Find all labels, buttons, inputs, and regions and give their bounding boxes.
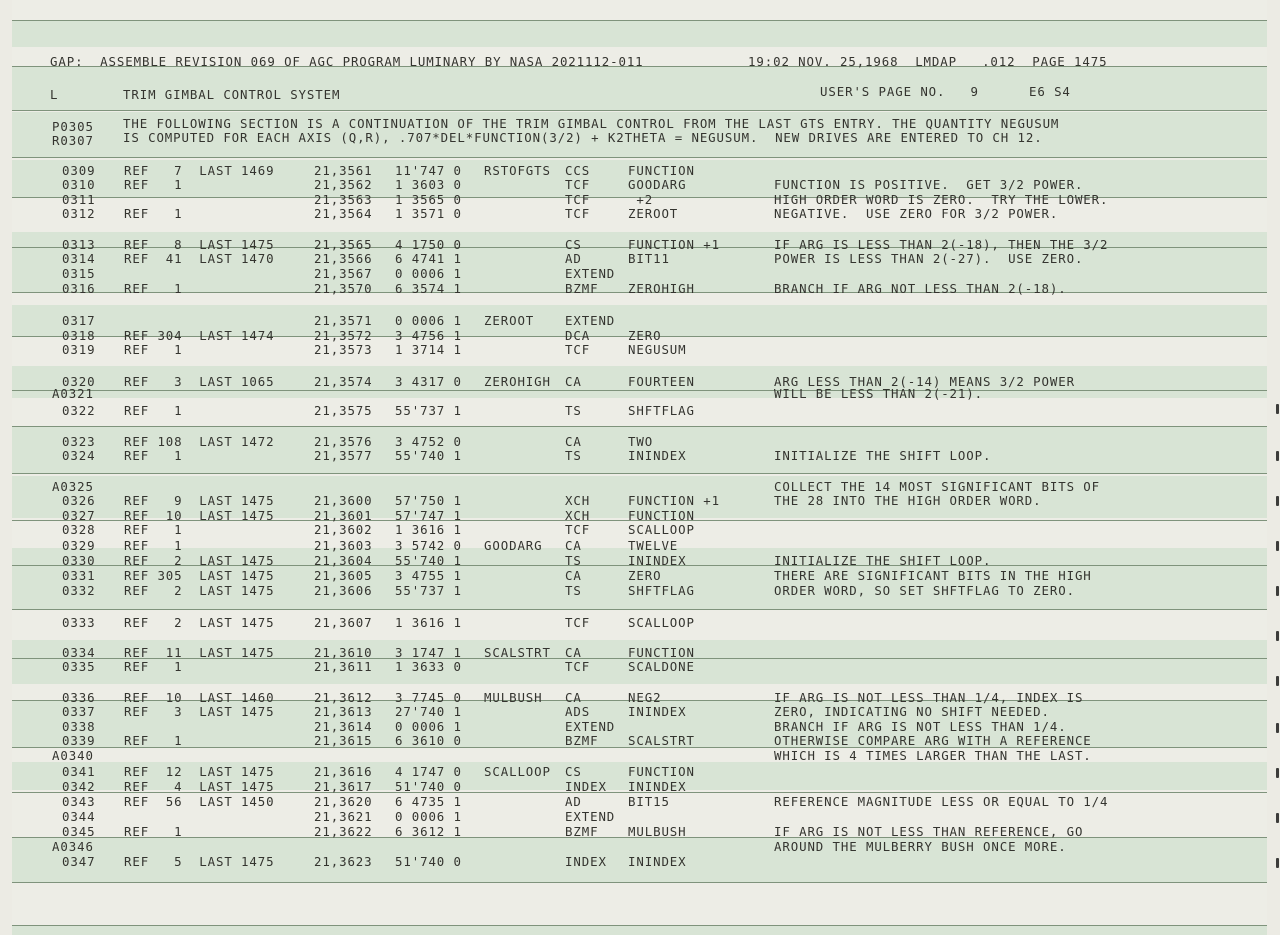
opcode: CS bbox=[565, 237, 582, 252]
cross-reference: REF 41 LAST 1470 bbox=[124, 251, 275, 266]
symbol-label: ZEROHIGH bbox=[484, 374, 551, 389]
octal-code: 55'740 1 bbox=[395, 553, 462, 568]
opcode: XCH bbox=[565, 508, 591, 523]
symbol-label: SCALLOOP bbox=[484, 764, 551, 779]
memory-address: 21,3623 bbox=[314, 854, 373, 869]
memory-address: 21,3612 bbox=[314, 690, 373, 705]
tractor-feed-hole bbox=[1276, 586, 1279, 596]
comment: ORDER WORD, SO SET SHFTFLAG TO ZERO. bbox=[774, 583, 1075, 598]
line-number: 0332 bbox=[62, 583, 96, 598]
operand: TWELVE bbox=[628, 538, 679, 553]
memory-address: 21,3617 bbox=[314, 779, 373, 794]
opcode: EXTEND bbox=[565, 809, 616, 824]
memory-address: 21,3563 bbox=[314, 192, 373, 207]
line-number: 0342 bbox=[62, 779, 96, 794]
comment: HIGH ORDER WORD IS ZERO. TRY THE LOWER. bbox=[774, 192, 1109, 207]
line-number: 0328 bbox=[62, 522, 96, 537]
comment: POWER IS LESS THAN 2(-27). USE ZERO. bbox=[774, 251, 1084, 266]
operand: NEG2 bbox=[628, 690, 662, 705]
octal-code: 4 1750 0 bbox=[395, 237, 462, 252]
line-number: 0331 bbox=[62, 568, 96, 583]
octal-code: 3 4317 0 bbox=[395, 374, 462, 389]
cross-reference: REF 1 bbox=[124, 824, 183, 839]
octal-code: 1 3571 0 bbox=[395, 206, 462, 221]
opcode: CA bbox=[565, 690, 582, 705]
memory-address: 21,3602 bbox=[314, 522, 373, 537]
line-number: 0324 bbox=[62, 448, 96, 463]
band-rule bbox=[12, 925, 1267, 926]
memory-address: 21,3614 bbox=[314, 719, 373, 734]
cross-reference: REF 4 LAST 1475 bbox=[124, 779, 275, 794]
cross-reference: REF 7 LAST 1469 bbox=[124, 163, 275, 178]
operand: FOURTEEN bbox=[628, 374, 695, 389]
octal-code: 3 4752 0 bbox=[395, 434, 462, 449]
operand: ZERO bbox=[628, 568, 662, 583]
header-left: GAP: ASSEMBLE REVISION 069 OF AGC PROGRAM LUMINARY BY NASA 2021112-011 bbox=[50, 54, 644, 69]
cross-reference: REF 1 bbox=[124, 733, 183, 748]
cross-reference: REF 1 bbox=[124, 177, 183, 192]
octal-code: 57'747 1 bbox=[395, 508, 462, 523]
operand: FUNCTION bbox=[628, 645, 695, 660]
opcode: CS bbox=[565, 764, 582, 779]
octal-code: 1 3565 0 bbox=[395, 192, 462, 207]
memory-address: 21,3613 bbox=[314, 704, 373, 719]
memory-address: 21,3561 bbox=[314, 163, 373, 178]
opcode: TS bbox=[565, 553, 582, 568]
line-number: 0309 bbox=[62, 163, 96, 178]
operand: SCALDONE bbox=[628, 659, 695, 674]
octal-code: 0 0006 1 bbox=[395, 313, 462, 328]
comment: THERE ARE SIGNIFICANT BITS IN THE HIGH bbox=[774, 568, 1092, 583]
tractor-feed-hole bbox=[1276, 496, 1279, 506]
band-rule bbox=[12, 609, 1267, 610]
cross-reference: REF 10 LAST 1475 bbox=[124, 508, 275, 523]
octal-code: 3 4755 1 bbox=[395, 568, 462, 583]
octal-code: 4 1747 0 bbox=[395, 764, 462, 779]
memory-address: 21,3604 bbox=[314, 553, 373, 568]
cross-reference: REF 1 bbox=[124, 659, 183, 674]
opcode: TCF bbox=[565, 522, 591, 537]
memory-address: 21,3562 bbox=[314, 177, 373, 192]
memory-address: 21,3605 bbox=[314, 568, 373, 583]
header-right: 19:02 NOV. 25,1968 LMDAP .012 PAGE 1475 bbox=[748, 54, 1108, 69]
line-number: 0341 bbox=[62, 764, 96, 779]
line-number: 0345 bbox=[62, 824, 96, 839]
line-number: 0337 bbox=[62, 704, 96, 719]
tractor-feed-hole bbox=[1276, 813, 1279, 823]
tractor-feed-hole bbox=[1276, 631, 1279, 641]
line-number: 0322 bbox=[62, 403, 96, 418]
band-rule bbox=[12, 882, 1267, 883]
comment: IF ARG IS NOT LESS THAN REFERENCE, GO bbox=[774, 824, 1084, 839]
comment: COLLECT THE 14 MOST SIGNIFICANT BITS OF bbox=[774, 479, 1101, 494]
band-rule bbox=[12, 110, 1267, 111]
opcode: BZMF bbox=[565, 824, 599, 839]
subheader-log-section: L bbox=[50, 87, 59, 102]
memory-address: 21,3606 bbox=[314, 583, 373, 598]
octal-code: 6 3574 1 bbox=[395, 281, 462, 296]
memory-address: 21,3570 bbox=[314, 281, 373, 296]
cross-reference: REF 2 LAST 1475 bbox=[124, 553, 275, 568]
line-number: 0329 bbox=[62, 538, 96, 553]
opcode: XCH bbox=[565, 493, 591, 508]
line-number: 0330 bbox=[62, 553, 96, 568]
octal-code: 1 3616 1 bbox=[395, 615, 462, 630]
comment: INITIALIZE THE SHIFT LOOP. bbox=[774, 448, 992, 463]
line-number: A0346 bbox=[52, 839, 94, 854]
cross-reference: REF 10 LAST 1460 bbox=[124, 690, 275, 705]
memory-address: 21,3567 bbox=[314, 266, 373, 281]
line-number: 0338 bbox=[62, 719, 96, 734]
tractor-feed-hole bbox=[1276, 404, 1279, 414]
octal-code: 51'740 0 bbox=[395, 854, 462, 869]
memory-address: 21,3621 bbox=[314, 809, 373, 824]
octal-code: 55'737 1 bbox=[395, 583, 462, 598]
line-number: 0347 bbox=[62, 854, 96, 869]
octal-code: 3 1747 1 bbox=[395, 645, 462, 660]
opcode: EXTEND bbox=[565, 266, 616, 281]
section-title: TRIM GIMBAL CONTROL SYSTEM bbox=[123, 87, 341, 102]
cross-reference: REF 2 LAST 1475 bbox=[124, 583, 275, 598]
octal-code: 6 3612 1 bbox=[395, 824, 462, 839]
operand: SHFTFLAG bbox=[628, 403, 695, 418]
tractor-feed-hole bbox=[1276, 541, 1279, 551]
memory-address: 21,3607 bbox=[314, 615, 373, 630]
opcode: EXTEND bbox=[565, 719, 616, 734]
cross-reference: REF 12 LAST 1475 bbox=[124, 764, 275, 779]
cross-reference: REF 1 bbox=[124, 538, 183, 553]
opcode: TCF bbox=[565, 177, 591, 192]
octal-code: 3 7745 0 bbox=[395, 690, 462, 705]
opcode: CA bbox=[565, 645, 582, 660]
cross-reference: REF 11 LAST 1475 bbox=[124, 645, 275, 660]
operand: BIT15 bbox=[628, 794, 670, 809]
line-number: 0333 bbox=[62, 615, 96, 630]
symbol-label: RSTOFGTS bbox=[484, 163, 551, 178]
octal-code: 0 0006 1 bbox=[395, 266, 462, 281]
octal-code: 0 0006 1 bbox=[395, 719, 462, 734]
comment: BRANCH IF ARG IS NOT LESS THAN 1/4. bbox=[774, 719, 1067, 734]
octal-code: 3 5742 0 bbox=[395, 538, 462, 553]
operand: +2 bbox=[628, 192, 654, 207]
opcode: CA bbox=[565, 538, 582, 553]
green-bar-band bbox=[12, 20, 1267, 47]
band-rule bbox=[12, 390, 1267, 391]
line-number: 0317 bbox=[62, 313, 96, 328]
cross-reference: REF 1 bbox=[124, 448, 183, 463]
memory-address: 21,3572 bbox=[314, 328, 373, 343]
green-bar-band bbox=[12, 925, 1267, 935]
line-number: 0318 bbox=[62, 328, 96, 343]
octal-code: 1 3633 0 bbox=[395, 659, 462, 674]
line-number: 0344 bbox=[62, 809, 96, 824]
cross-reference: REF 2 LAST 1475 bbox=[124, 615, 275, 630]
octal-code: 27'740 1 bbox=[395, 704, 462, 719]
band-rule bbox=[12, 426, 1267, 427]
operand: FUNCTION bbox=[628, 764, 695, 779]
opcode: ADS bbox=[565, 704, 591, 719]
symbol-label: GOODARG bbox=[484, 538, 543, 553]
octal-code: 55'737 1 bbox=[395, 403, 462, 418]
opcode: TS bbox=[565, 448, 582, 463]
white-bar-band bbox=[12, 882, 1267, 925]
operand: SCALSTRT bbox=[628, 733, 695, 748]
opcode: TCF bbox=[565, 206, 591, 221]
cross-reference: REF 3 LAST 1475 bbox=[124, 704, 275, 719]
opcode: BZMF bbox=[565, 281, 599, 296]
memory-address: 21,3611 bbox=[314, 659, 373, 674]
operand: FUNCTION bbox=[628, 163, 695, 178]
operand: NEGUSUM bbox=[628, 342, 687, 357]
operand: FUNCTION +1 bbox=[628, 237, 720, 252]
comment: NEGATIVE. USE ZERO FOR 3/2 POWER. bbox=[774, 206, 1059, 221]
cross-reference: REF 5 LAST 1475 bbox=[124, 854, 275, 869]
white-bar-band bbox=[12, 0, 1267, 20]
comment: IF ARG IS NOT LESS THAN 1/4, INDEX IS bbox=[774, 690, 1084, 705]
operand: SHFTFLAG bbox=[628, 583, 695, 598]
memory-address: 21,3601 bbox=[314, 508, 373, 523]
comment: WILL BE LESS THAN 2(-21). bbox=[774, 386, 983, 401]
octal-code: 11'747 0 bbox=[395, 163, 462, 178]
line-number: 0310 bbox=[62, 177, 96, 192]
cross-reference: REF 56 LAST 1450 bbox=[124, 794, 275, 809]
tractor-feed-hole bbox=[1276, 676, 1279, 686]
memory-address: 21,3622 bbox=[314, 824, 373, 839]
tractor-feed-hole bbox=[1276, 858, 1279, 868]
octal-code: 51'740 0 bbox=[395, 779, 462, 794]
cross-reference: REF 1 bbox=[124, 403, 183, 418]
memory-address: 21,3573 bbox=[314, 342, 373, 357]
line-number: A0321 bbox=[52, 386, 94, 401]
opcode: INDEX bbox=[565, 854, 607, 869]
octal-code: 6 4741 1 bbox=[395, 251, 462, 266]
line-number: 0336 bbox=[62, 690, 96, 705]
comment: WHICH IS 4 TIMES LARGER THAN THE LAST. bbox=[774, 748, 1092, 763]
operand: ININDEX bbox=[628, 779, 687, 794]
operand: FUNCTION bbox=[628, 508, 695, 523]
users-page-number: USER'S PAGE NO. 9 E6 S4 bbox=[820, 84, 1071, 99]
octal-code: 3 4756 1 bbox=[395, 328, 462, 343]
opcode: EXTEND bbox=[565, 313, 616, 328]
octal-code: 1 3616 1 bbox=[395, 522, 462, 537]
line-number: 0319 bbox=[62, 342, 96, 357]
cross-reference: REF 1 bbox=[124, 281, 183, 296]
symbol-label: ZEROOT bbox=[484, 313, 535, 328]
memory-address: 21,3566 bbox=[314, 251, 373, 266]
tractor-feed-hole bbox=[1276, 768, 1279, 778]
operand: ININDEX bbox=[628, 448, 687, 463]
opcode: TS bbox=[565, 583, 582, 598]
intro-line-text: IS COMPUTED FOR EACH AXIS (Q,R), .707*DEL*FUNCTION(3/2) + K2THETA = NEGUSUM. NEW DRIVES ARE ENTERED TO CH 12. bbox=[123, 130, 1043, 145]
octal-code: 57'750 1 bbox=[395, 493, 462, 508]
octal-code: 6 4735 1 bbox=[395, 794, 462, 809]
cross-reference: REF 8 LAST 1475 bbox=[124, 237, 275, 252]
line-number: 0316 bbox=[62, 281, 96, 296]
operand: FUNCTION +1 bbox=[628, 493, 720, 508]
tractor-feed-hole bbox=[1276, 451, 1279, 461]
cross-reference: REF 305 LAST 1475 bbox=[124, 568, 275, 583]
opcode: CA bbox=[565, 374, 582, 389]
comment: ZERO, INDICATING NO SHIFT NEEDED. bbox=[774, 704, 1050, 719]
octal-code: 1 3603 0 bbox=[395, 177, 462, 192]
memory-address: 21,3620 bbox=[314, 794, 373, 809]
intro-line-id: P0305 bbox=[52, 119, 94, 134]
opcode: AD bbox=[565, 251, 582, 266]
comment: REFERENCE MAGNITUDE LESS OR EQUAL TO 1/4 bbox=[774, 794, 1109, 809]
band-rule bbox=[12, 157, 1267, 158]
symbol-label: MULBUSH bbox=[484, 690, 543, 705]
line-number: 0320 bbox=[62, 374, 96, 389]
octal-code: 1 3714 1 bbox=[395, 342, 462, 357]
memory-address: 21,3600 bbox=[314, 493, 373, 508]
opcode: TCF bbox=[565, 192, 591, 207]
operand: ZERO bbox=[628, 328, 662, 343]
opcode: AD bbox=[565, 794, 582, 809]
opcode: CCS bbox=[565, 163, 591, 178]
line-number: 0334 bbox=[62, 645, 96, 660]
memory-address: 21,3577 bbox=[314, 448, 373, 463]
line-number: 0339 bbox=[62, 733, 96, 748]
cross-reference: REF 1 bbox=[124, 342, 183, 357]
line-number: 0323 bbox=[62, 434, 96, 449]
comment: AROUND THE MULBERRY BUSH ONCE MORE. bbox=[774, 839, 1067, 854]
line-number: 0335 bbox=[62, 659, 96, 674]
operand: ININDEX bbox=[628, 553, 687, 568]
cross-reference: REF 1 bbox=[124, 522, 183, 537]
line-number: 0314 bbox=[62, 251, 96, 266]
octal-code: 55'740 1 bbox=[395, 448, 462, 463]
comment: FUNCTION IS POSITIVE. GET 3/2 POWER. bbox=[774, 177, 1084, 192]
opcode: DCA bbox=[565, 328, 591, 343]
memory-address: 21,3603 bbox=[314, 538, 373, 553]
memory-address: 21,3610 bbox=[314, 645, 373, 660]
operand: ZEROHIGH bbox=[628, 281, 695, 296]
symbol-label: SCALSTRT bbox=[484, 645, 551, 660]
octal-code: 6 3610 0 bbox=[395, 733, 462, 748]
memory-address: 21,3616 bbox=[314, 764, 373, 779]
operand: TWO bbox=[628, 434, 654, 449]
opcode: BZMF bbox=[565, 733, 599, 748]
opcode: TCF bbox=[565, 615, 591, 630]
line-number: 0315 bbox=[62, 266, 96, 281]
memory-address: 21,3574 bbox=[314, 374, 373, 389]
operand: ININDEX bbox=[628, 704, 687, 719]
intro-line-text: THE FOLLOWING SECTION IS A CONTINUATION OF THE TRIM GIMBAL CONTROL FROM THE LAST GTS ENTRY. THE QUANTITY NEGUSUM bbox=[123, 116, 1060, 131]
line-number: 0313 bbox=[62, 237, 96, 252]
band-rule bbox=[12, 20, 1267, 21]
operand: BIT11 bbox=[628, 251, 670, 266]
line-number: 0327 bbox=[62, 508, 96, 523]
opcode: INDEX bbox=[565, 779, 607, 794]
cross-reference: REF 108 LAST 1472 bbox=[124, 434, 275, 449]
operand: MULBUSH bbox=[628, 824, 687, 839]
line-number: 0343 bbox=[62, 794, 96, 809]
line-number: A0325 bbox=[52, 479, 94, 494]
operand: ININDEX bbox=[628, 854, 687, 869]
line-number: 0312 bbox=[62, 206, 96, 221]
opcode: TS bbox=[565, 403, 582, 418]
comment: INITIALIZE THE SHIFT LOOP. bbox=[774, 553, 992, 568]
comment: THE 28 INTO THE HIGH ORDER WORD. bbox=[774, 493, 1042, 508]
opcode: CA bbox=[565, 568, 582, 583]
cross-reference: REF 304 LAST 1474 bbox=[124, 328, 275, 343]
operand: SCALLOOP bbox=[628, 615, 695, 630]
memory-address: 21,3615 bbox=[314, 733, 373, 748]
operand: GOODARG bbox=[628, 177, 687, 192]
opcode: TCF bbox=[565, 659, 591, 674]
memory-address: 21,3564 bbox=[314, 206, 373, 221]
opcode: TCF bbox=[565, 342, 591, 357]
operand: SCALLOOP bbox=[628, 522, 695, 537]
operand: ZEROOT bbox=[628, 206, 679, 221]
memory-address: 21,3576 bbox=[314, 434, 373, 449]
comment: IF ARG IS LESS THAN 2(-18), THEN THE 3/2 bbox=[774, 237, 1109, 252]
band-rule bbox=[12, 473, 1267, 474]
opcode: CA bbox=[565, 434, 582, 449]
cross-reference: REF 1 bbox=[124, 206, 183, 221]
tractor-feed-hole bbox=[1276, 723, 1279, 733]
memory-address: 21,3575 bbox=[314, 403, 373, 418]
cross-reference: REF 3 LAST 1065 bbox=[124, 374, 275, 389]
cross-reference: REF 9 LAST 1475 bbox=[124, 493, 275, 508]
memory-address: 21,3571 bbox=[314, 313, 373, 328]
octal-code: 0 0006 1 bbox=[395, 809, 462, 824]
line-number: A0340 bbox=[52, 748, 94, 763]
line-number: 0311 bbox=[62, 192, 96, 207]
comment: BRANCH IF ARG NOT LESS THAN 2(-18). bbox=[774, 281, 1067, 296]
intro-line-id: R0307 bbox=[52, 133, 94, 148]
comment: OTHERWISE COMPARE ARG WITH A REFERENCE bbox=[774, 733, 1092, 748]
comment: ARG LESS THAN 2(-14) MEANS 3/2 POWER bbox=[774, 374, 1075, 389]
memory-address: 21,3565 bbox=[314, 237, 373, 252]
line-number: 0326 bbox=[62, 493, 96, 508]
